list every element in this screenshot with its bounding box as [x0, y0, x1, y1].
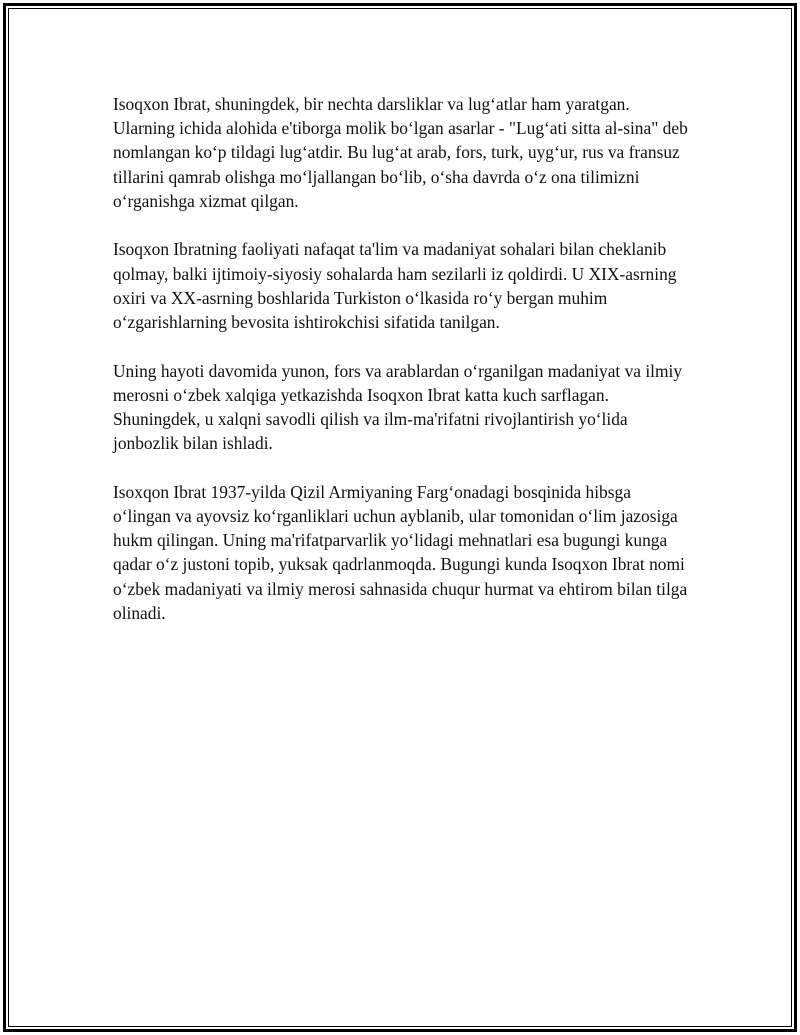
paragraph-1: Isoqxon Ibrat, shuningdek, bir nechta darsliklar va lug‘atlar ham yaratgan. Ularning ichida alohida e'tiborga molik bo‘lgan asarlar - "Lug‘ati sitta al-sina" deb nomlangan ko‘p tildagi lug‘atdir. Bu lug‘at arab, fors, turk, uyg‘ur, rus va fransuz tillarini qamrab olishga mo‘ljallangan bo‘lib, o‘sha davrda o‘z ona tilimizni o‘rganishga xizmat qilgan.: [113, 94, 688, 211]
paragraph-3: Uning hayoti davomida yunon, fors va arablardan o‘rganilgan madaniyat va ilmiy merosni o‘zbek xalqiga yetkazishda Isoqxon Ibrat katta kuch sarflagan. Shuningdek, u xalqni savodli qilish va ilm-ma'rifatni rivojlantirish yo‘lida jonbozlik bilan ishladi.: [113, 360, 683, 454]
paragraph-4: Isoxqon Ibrat 1937-yilda Qizil Armiyaning Farg‘onadagi bosqinida hibsga o‘lingan va ayovsiz ko‘rganliklari uchun ayblanib, ular tomonidan o‘lim jazosiga hukm qilingan. Uning ma'rifatparvarlik yo‘lidagi mehnatlari esa bugungi kunga qadar o‘z justoni topib, yuksak qadrlanmoqda. Bugungi kunda Isoqxon Ibrat nomi o‘zbek madaniyati va ilmiy merosi sahnasida chuqur hurmat va ehtirom bilan tilga olinadi.: [113, 481, 688, 623]
paragraph-2: Isoqxon Ibratning faoliyati nafaqat ta'lim va madaniyat sohalari bilan cheklanib qolmay, balki ijtimoiy-siyosiy sohalarda ham sezilarli iz qoldirdi. U XIX-asrning oxiri va XX-asrning boshlarida Turkiston o‘lkasida ro‘y bergan muhim o‘zgarishlarning bevosita ishtirokchisi sifatida tanilgan.: [113, 239, 677, 333]
document-body: [113, 92, 693, 649]
